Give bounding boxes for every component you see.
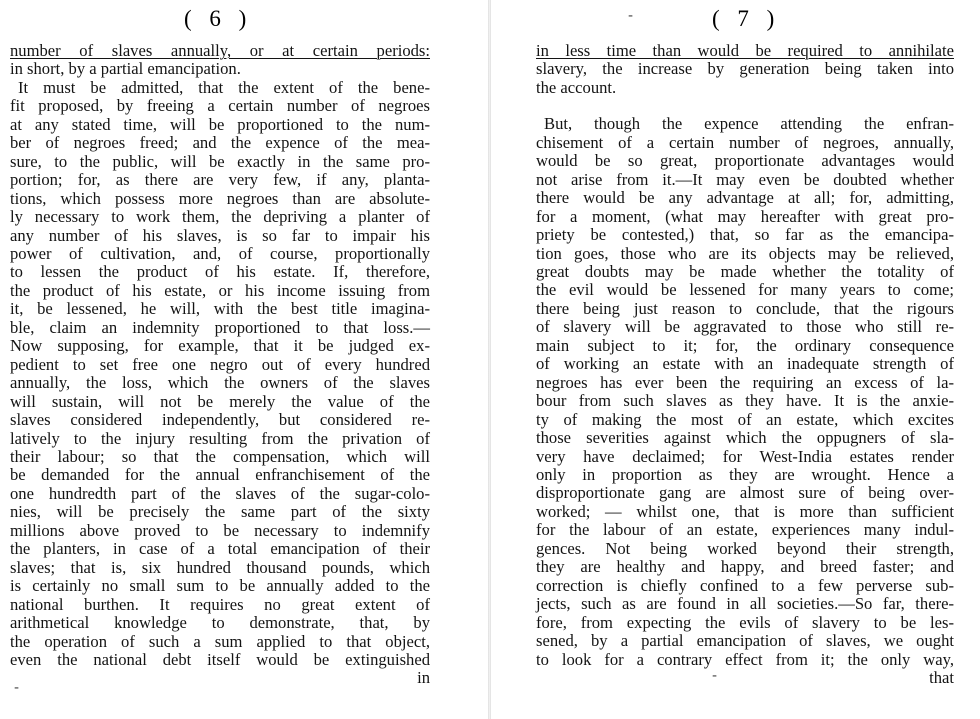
- text-line: fit proposed, by freeing a certain number of negroes: [10, 96, 430, 116]
- text-line: portion; for, as there are very few, if any, planta-: [10, 170, 430, 190]
- text-line: Now supposing, for example, that it be judged ex-: [10, 336, 430, 356]
- text-line: any number of his slaves, is so far to impair his: [10, 225, 430, 245]
- page-speck: -: [14, 680, 20, 696]
- text-line: for a moment, (what may hereafter with great pro-: [536, 206, 954, 226]
- text-line: It must be admitted, that the extent of the bene-: [18, 77, 430, 97]
- page-speck: -: [628, 8, 634, 24]
- text-line: gences. Not being worked beyond their strength,: [536, 538, 954, 558]
- text-line: ty of making the most of an estate, which excites: [536, 409, 954, 429]
- left-page-number: ( 6 ): [184, 6, 253, 31]
- text-line: of working an estate with an inadequate strength of: [536, 354, 954, 374]
- text-line: nies, will be precisely the same part of the sixty: [10, 502, 430, 522]
- text-line: slaves; that is, six hundred thousand pounds, which: [10, 557, 430, 577]
- text-line: in short, by a partial emancipation.: [10, 59, 241, 79]
- text-line: not arise from it.—It may even be doubted whether: [536, 169, 954, 189]
- text-line: slaves considered independently, but considered re-: [10, 410, 430, 430]
- text-line: main subject to it; for, the ordinary consequence: [536, 335, 954, 355]
- right-page-text: [536, 42, 954, 687]
- text-line: But, though the expence attending the enfran-: [544, 114, 954, 134]
- text-line: pedient to set free one negro out of every hundred: [10, 354, 430, 374]
- text-line: there being just reason to conclude, that the rigours: [536, 298, 954, 318]
- text-line: the operation of such a sum applied to that object,: [10, 631, 430, 651]
- text-line: bour from such slaves as they have. It is the anxie-: [536, 391, 954, 411]
- text-line: national burthen. It requires no great extent of: [10, 594, 430, 614]
- right-catchword: that: [929, 667, 954, 687]
- text-line: slavery, the increase by generation being taken into: [536, 59, 954, 79]
- text-line: arithmetical knowledge to demonstrate, that, by: [10, 613, 430, 633]
- text-line: there would be any advantage at all; for, admitting,: [536, 188, 954, 208]
- text-line: one hundredth part of the slaves of the sugar-colo-: [10, 483, 430, 503]
- text-line: negroes has ever been the requiring an excess of la-: [536, 372, 954, 392]
- text-line: would be so great, proportionate advantages would: [536, 151, 954, 171]
- text-line: correction is chiefly confined to a few perverse sub-: [536, 575, 954, 595]
- right-page-number: ( 7 ): [712, 6, 781, 31]
- text-line: tions, which possess more negroes than are absolute-: [10, 188, 430, 208]
- text-line: millions above proved to be necessary to indemnify: [10, 520, 430, 540]
- text-line: be demanded for the annual enfranchisement of the: [10, 465, 430, 485]
- text-line: in less time than would be required to annihilate: [536, 41, 954, 60]
- text-line: priety be contested,) that, so far as the emancipa-: [536, 225, 954, 245]
- text-line: great doubts may be made whether the totality of: [536, 261, 954, 281]
- left-catchword: in: [417, 668, 430, 688]
- text-line: for the labour of an estate, experiences many indul-: [536, 520, 954, 540]
- text-line: sure, to the public, will be exactly in the same pro-: [10, 151, 430, 171]
- text-line: to look for a contrary effect from it; the only way,: [536, 649, 954, 669]
- text-line: fore, from expecting the evils of slavery to be les-: [536, 612, 954, 632]
- text-line: disproportionate gang are almost sure of being over-: [536, 483, 954, 503]
- page-speck: -: [712, 668, 718, 684]
- left-page-text: [10, 42, 430, 688]
- text-line: at any stated time, will be proportioned to the num-: [10, 114, 430, 134]
- text-line: their labour; so that the compensation, which will: [10, 446, 430, 466]
- text-line: the evil would be lessened for many years to come;: [536, 280, 954, 300]
- text-line: latively to the injury resulting from the privation of: [10, 428, 430, 448]
- text-line: ly necessary to work them, the depriving a planter of: [10, 207, 430, 227]
- text-line: power of cultivation, and, of course, proportionally: [10, 243, 430, 263]
- text-line: to lessen the product of his estate. If, therefore,: [10, 262, 430, 282]
- text-line: the planters, in case of a total emancipation of their: [10, 539, 430, 559]
- text-line: they are healthy and happy, and breed faster; and: [536, 557, 954, 577]
- text-line: of slavery will be aggravated to those who still re-: [536, 317, 954, 337]
- text-line: very have declaimed; for West-India estates render: [536, 446, 954, 466]
- text-line: will sustain, will not be merely the value of the: [10, 391, 430, 411]
- text-line: annually, the loss, which the owners of the slaves: [10, 373, 430, 393]
- text-line: worked; — whilst one, that is more than sufficient: [536, 501, 954, 521]
- text-line: the account.: [536, 77, 617, 97]
- text-line: jects, such as are found in all societies.—So far, there-: [536, 594, 954, 614]
- paragraph-gap: [536, 97, 954, 115]
- text-line: the product of his estate, or his income issuing from: [10, 280, 430, 300]
- text-line: sened, by a partial emancipation of slaves, we ought: [536, 631, 954, 651]
- text-line: ber of negroes freed; and the expence of the mea-: [10, 133, 430, 153]
- text-line: ble, claim an indemnity proportioned to that loss.—: [10, 317, 430, 337]
- text-line: it, be lessened, he will, with the best title imagina-: [10, 299, 430, 319]
- text-line: only in proportion as they are wrought. Hence a: [536, 464, 954, 484]
- text-line: is certainly no small sum to be annually added to the: [10, 576, 430, 596]
- text-line: number of slaves annually, or at certain periods:: [10, 41, 430, 60]
- text-line: tion goes, those who are its objects may be relieved,: [536, 243, 954, 263]
- text-line: chisement of a certain number of negroes, annually,: [536, 132, 954, 152]
- text-line: even the national debt itself would be extinguished: [10, 649, 430, 669]
- text-line: those severities against which the oppugners of sla-: [536, 428, 954, 448]
- right-page: [490, 0, 980, 719]
